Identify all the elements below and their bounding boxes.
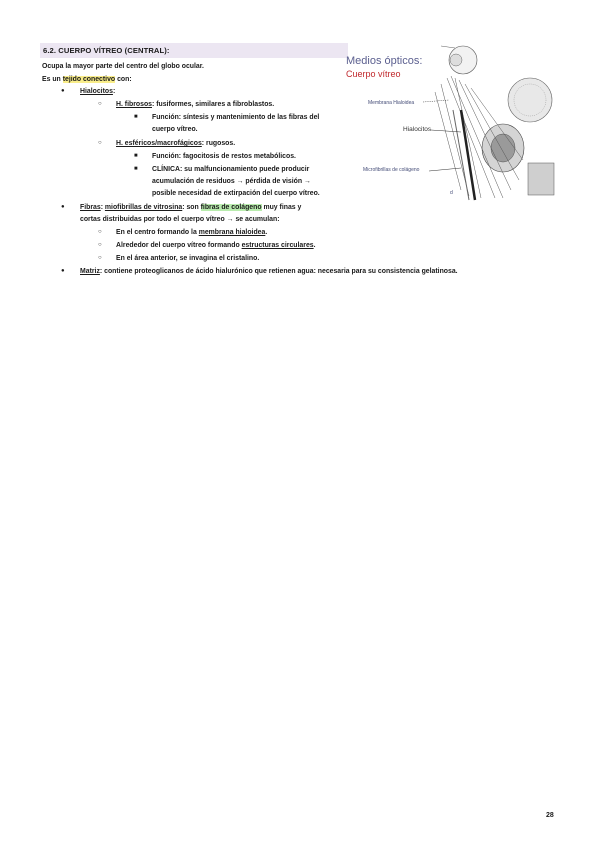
fibras-sub2-prefix: Alrededor del cuerpo vítreo formando xyxy=(116,242,242,249)
bullet-hollow: ○ xyxy=(98,255,102,261)
intro-line: Ocupa la mayor parte del centro del globo ocular. xyxy=(42,63,204,70)
label-d: d xyxy=(450,190,453,196)
fibras-line-1 xyxy=(80,202,301,213)
bullet-filled: ● xyxy=(61,268,65,274)
esfericos-line xyxy=(116,138,235,149)
fibras-sub-2 xyxy=(116,240,316,251)
fibras-label: Fibras xyxy=(80,204,101,211)
matriz-label: Matriz xyxy=(80,268,100,275)
hialocitos-colon: : xyxy=(112,88,116,95)
fibras-mid: : son xyxy=(182,204,201,211)
label-membrana-hialoidea: Membrana Hialoidea xyxy=(368,100,415,106)
label-hialocitos: Hialocitos xyxy=(403,126,432,133)
bullet-hollow: ○ xyxy=(98,101,102,107)
is-a-line xyxy=(42,74,132,85)
clinica-3: posible necesidad de extirpación del cuerpo vítreo. xyxy=(152,190,320,197)
fibras-term: miofibrillas de vitrosina xyxy=(104,204,183,211)
fibras-sub2-end: . xyxy=(313,242,316,249)
matriz-line xyxy=(80,266,458,277)
bullet-hollow: ○ xyxy=(98,140,102,146)
fibras-colon: : xyxy=(100,204,105,211)
clinica-1: CLÍNICA: su malfuncionamiento puede producir xyxy=(152,166,310,173)
fibras-line-2: cortas distribuidas por todo el cuerpo vítreo → se acumulan: xyxy=(80,216,280,223)
fibras-colageno-highlight: fibras de colágeno xyxy=(200,204,262,211)
vitreous-body-figure xyxy=(343,40,558,202)
fibras-sub-3: En el área anterior, se invagina el cristalino. xyxy=(116,255,260,262)
estructuras-circulares-term: estructuras circulares xyxy=(241,242,314,249)
fibras-end: muy finas y xyxy=(261,204,302,211)
clinica-2: acumulación de residuos → pérdida de visión → xyxy=(152,178,311,185)
figure-title: Medios ópticos: xyxy=(346,55,423,67)
fibras-sub1-prefix: En el centro formando la xyxy=(116,229,199,236)
tejido-conectivo-highlight: tejido conectivo xyxy=(62,76,116,83)
esfericos-func: Función: fagocitosis de restos metabólicos. xyxy=(152,153,296,160)
is-a-prefix: Es un xyxy=(42,76,63,83)
hialocitos-label: Hialocitos xyxy=(80,88,113,95)
membrana-hialoidea-term: membrana hialoidea xyxy=(198,229,266,236)
bullet-hollow: ○ xyxy=(98,242,102,248)
fibrosos-func-2: cuerpo vítreo. xyxy=(152,126,198,133)
bullet-filled: ● xyxy=(61,88,65,94)
fibras-sub-1 xyxy=(116,227,267,238)
fibrosos-term: H. fibrosos xyxy=(116,101,152,108)
bullet-square: ■ xyxy=(134,153,138,159)
figure-subtitle: Cuerpo vítreo xyxy=(346,69,401,79)
bullet-filled: ● xyxy=(61,204,65,210)
page-number: 28 xyxy=(546,812,554,819)
fibrosos-line xyxy=(116,99,274,110)
fibrosos-desc: : fusiformes, similares a fibroblastos. xyxy=(152,101,275,108)
fibrosos-func-1: Función: síntesis y mantenimiento de las fibras del xyxy=(152,114,320,121)
label-microfibrillas: Microfibrillas de colágeno xyxy=(363,167,420,173)
section-heading: 6.2. CUERPO VÍTREO (CENTRAL): xyxy=(40,43,348,58)
fibras-sub1-end: . xyxy=(265,229,268,236)
esfericos-desc: : rugosos. xyxy=(201,140,236,147)
esfericos-term: H. esféricos/macrofágicos xyxy=(116,140,202,147)
is-a-suffix: con: xyxy=(115,76,132,83)
bullet-square: ■ xyxy=(134,114,138,120)
bullet-hollow: ○ xyxy=(98,229,102,235)
bullet-square: ■ xyxy=(134,166,138,172)
matriz-text: : contiene proteoglicanos de ácido hialurónico que retienen agua: necesaria para su consistencia gelatinosa. xyxy=(99,268,458,275)
hialocitos-line xyxy=(80,86,115,97)
